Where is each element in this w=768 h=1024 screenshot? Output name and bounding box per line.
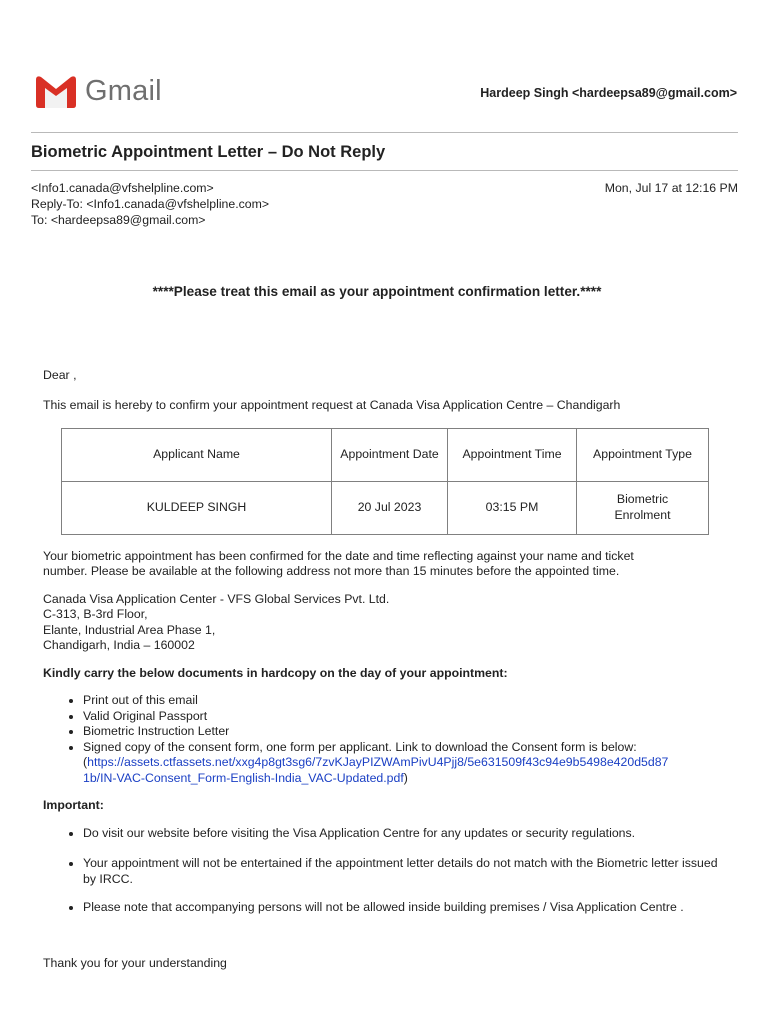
list-item: • Do visit our website before visiting the Visa Application Centre for any updates or security regulations. [83, 826, 723, 842]
address-line: C-313, B-3rd Floor, [43, 607, 148, 621]
address-line: Elante, Industrial Area Phase 1, [43, 622, 216, 637]
consent-link-part: 1b/IN-VAC-Consent_Form-English-India_VAC-Updated.pdf [83, 770, 404, 785]
table-row [62, 481, 709, 534]
header-cell: Appointment Date [332, 428, 448, 481]
documents-heading: Kindly carry the below documents in hardcopy on the day of your appointment: [43, 665, 508, 680]
important-list [43, 826, 723, 916]
subject-divider [31, 170, 738, 171]
list-item: • Print out of this email [83, 693, 723, 709]
list-item: • Biometric Instruction Letter [83, 724, 723, 740]
gmail-wordmark: Gmail [85, 74, 162, 107]
link-paren-close: ) [403, 770, 408, 785]
email-date: Mon, Jul 17 at 12:16 PM [604, 181, 738, 195]
reply-to: Reply-To: <Info1.canada@vfshelpline.com> [31, 197, 270, 211]
list-item [83, 740, 723, 787]
list-item: • Your appointment will not be entertained if the appointment letter details do not match with the Biometric letter issued by IRCC. [83, 856, 723, 887]
header-cell: Applicant Name [62, 428, 332, 481]
gmail-logo [36, 74, 162, 108]
documents-list [43, 693, 723, 786]
header-cell: Appointment Type [577, 428, 709, 481]
confirmation-notice: ****Please treat this email as your appointment confirmation letter.**** [152, 284, 602, 299]
appointment-date-cell: 20 Jul 2023 [332, 481, 448, 534]
link-paren-open: ( [83, 755, 88, 769]
header-cell: Appointment Time [448, 428, 577, 481]
important-heading: Important: [43, 798, 104, 812]
list-item: • Please note that accompanying persons will not be allowed inside building premises / Visa Application Centre . [83, 900, 723, 916]
header-divider [31, 132, 738, 133]
print-header [0, 0, 768, 133]
email-meta [31, 180, 738, 228]
account-label: Hardeep Singh <hardeepsa89@gmail.com> [480, 86, 737, 100]
gmail-m-icon [36, 74, 76, 108]
appointment-time-cell: 03:15 PM [448, 481, 577, 534]
sender-address: <Info1.canada@vfshelpline.com> [31, 181, 214, 195]
closing-line: Thank you for your understanding [43, 955, 227, 970]
address-line: Canada Visa Application Center - VFS Global Services Pvt. Ltd. [43, 591, 390, 606]
email-subject: Biometric Appointment Letter – Do Not Reply [31, 143, 386, 161]
appointment-type-cell: Biometric Enrolment [577, 481, 709, 534]
list-item: • Valid Original Passport [83, 709, 723, 725]
table-header-row [62, 428, 709, 481]
confirmation-paragraph [43, 549, 723, 580]
consent-form-text: Signed copy of the consent form, one form per applicant. Link to download the Consent form is below: [83, 739, 637, 754]
vac-address [43, 592, 723, 654]
consent-form-link[interactable] [83, 755, 668, 785]
confirmation-line: Your biometric appointment has been confirmed for the date and time reflecting against your name and ticket [43, 548, 634, 563]
email-body [43, 284, 723, 971]
appointment-table [61, 428, 709, 535]
confirmation-line: number. Please be available at the following address not more than 15 minutes before the appointed time. [43, 564, 620, 578]
consent-link-part: https://assets.ctfassets.net/xxg4p8gt3sg6/7zvKJayPIZWAmPivU4Pjj8/5e631509f43c94e9b5498e420d5d87 [87, 755, 669, 769]
recipient: To: <hardeepsa89@gmail.com> [31, 213, 206, 227]
greeting: Dear , [43, 367, 77, 382]
intro-text: This email is hereby to confirm your appointment request at Canada Visa Application Centre – Chandigarh [43, 398, 621, 412]
address-line: Chandigarh, India – 160002 [43, 638, 195, 652]
applicant-name-cell: KULDEEP SINGH [62, 481, 332, 534]
